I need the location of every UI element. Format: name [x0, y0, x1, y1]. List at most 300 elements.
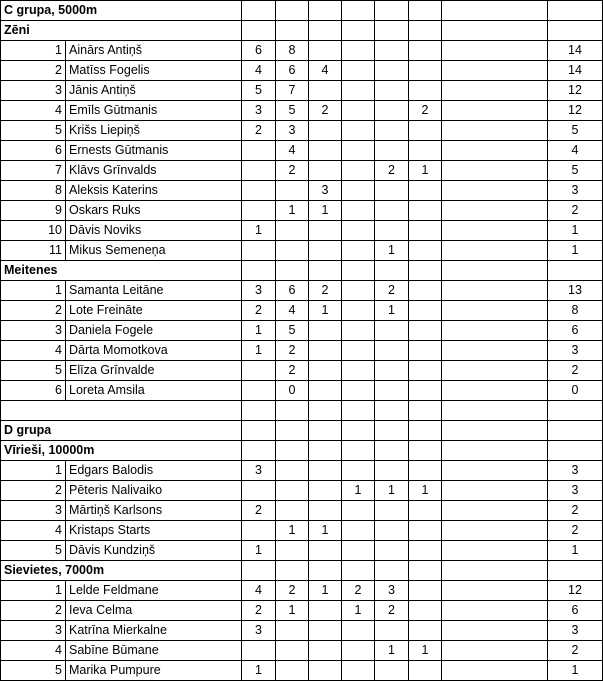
- table-row: [1, 141, 603, 161]
- score-cell: 1: [309, 201, 342, 221]
- athlete-name-cell: Mikus Semeneņa: [66, 241, 242, 261]
- score-cell: [309, 501, 342, 521]
- score-cell: [442, 41, 548, 61]
- score-cell: [342, 641, 375, 661]
- score-cell: [342, 521, 375, 541]
- table-row: [1, 641, 603, 661]
- athlete-name-cell: Pēteris Nalivaiko: [66, 481, 242, 501]
- score-cell: 2: [409, 101, 442, 121]
- score-cell: [442, 61, 548, 81]
- score-cell: [442, 461, 548, 481]
- score-cell: 2: [242, 601, 276, 621]
- score-cell: [442, 241, 548, 261]
- score-cell: [375, 541, 409, 561]
- athlete-name-cell: Lelde Feldmane: [66, 581, 242, 601]
- score-cell: [442, 581, 548, 601]
- score-cell: [375, 121, 409, 141]
- score-cell: [375, 381, 409, 401]
- score-cell: [409, 601, 442, 621]
- total-cell: 13: [548, 281, 603, 301]
- score-cell: [442, 201, 548, 221]
- score-cell: 3: [242, 281, 276, 301]
- score-cell: [409, 301, 442, 321]
- score-cell: 3: [242, 461, 276, 481]
- rank-cell: 1: [1, 41, 66, 61]
- score-cell: 1: [375, 241, 409, 261]
- table-row: [1, 481, 603, 501]
- rank-cell: 3: [1, 621, 66, 641]
- score-cell: 6: [276, 61, 309, 81]
- empty-cell: [442, 421, 548, 441]
- score-cell: 3: [276, 121, 309, 141]
- score-cell: [342, 361, 375, 381]
- score-cell: [309, 541, 342, 561]
- rank-cell: 3: [1, 81, 66, 101]
- score-cell: [442, 141, 548, 161]
- score-cell: [342, 461, 375, 481]
- table-row: [1, 601, 603, 621]
- score-cell: [309, 321, 342, 341]
- section-header-row: [1, 21, 603, 41]
- total-cell: 6: [548, 601, 603, 621]
- empty-cell: [375, 561, 409, 581]
- section-header-row: [1, 421, 603, 441]
- total-cell: 1: [548, 661, 603, 681]
- score-cell: [442, 481, 548, 501]
- score-cell: [342, 241, 375, 261]
- score-cell: [375, 521, 409, 541]
- empty-cell: [242, 401, 276, 421]
- score-cell: 1: [409, 481, 442, 501]
- total-cell: 6: [548, 321, 603, 341]
- athlete-name-cell: Lote Freināte: [66, 301, 242, 321]
- score-cell: [242, 161, 276, 181]
- score-cell: [375, 501, 409, 521]
- results-table-body: [1, 1, 603, 681]
- total-cell: 12: [548, 101, 603, 121]
- score-cell: [342, 301, 375, 321]
- empty-cell: [309, 1, 342, 21]
- rank-cell: 1: [1, 581, 66, 601]
- score-cell: 4: [276, 141, 309, 161]
- rank-cell: 5: [1, 541, 66, 561]
- score-cell: [409, 581, 442, 601]
- empty-cell: [548, 401, 603, 421]
- score-cell: 1: [276, 521, 309, 541]
- score-cell: [342, 321, 375, 341]
- score-cell: [442, 661, 548, 681]
- table-row: [1, 621, 603, 641]
- athlete-name-cell: Marika Pumpure: [66, 661, 242, 681]
- score-cell: 6: [242, 41, 276, 61]
- score-cell: [276, 181, 309, 201]
- rank-cell: 4: [1, 101, 66, 121]
- score-cell: [342, 101, 375, 121]
- score-cell: [242, 241, 276, 261]
- score-cell: [342, 121, 375, 141]
- score-cell: [442, 521, 548, 541]
- score-cell: 1: [242, 321, 276, 341]
- total-cell: 1: [548, 221, 603, 241]
- score-cell: [442, 341, 548, 361]
- total-cell: 5: [548, 121, 603, 141]
- rank-cell: 2: [1, 61, 66, 81]
- score-cell: [409, 121, 442, 141]
- table-row: [1, 501, 603, 521]
- rank-cell: 6: [1, 381, 66, 401]
- score-cell: [409, 361, 442, 381]
- empty-cell: [442, 401, 548, 421]
- table-row: [1, 281, 603, 301]
- athlete-name-cell: Mārtiņš Karlsons: [66, 501, 242, 521]
- empty-cell: [442, 561, 548, 581]
- score-cell: [309, 641, 342, 661]
- score-cell: 2: [342, 581, 375, 601]
- section-header-row: [1, 261, 603, 281]
- score-cell: [409, 201, 442, 221]
- empty-cell: [375, 1, 409, 21]
- score-cell: [342, 61, 375, 81]
- rank-cell: 2: [1, 301, 66, 321]
- score-cell: 1: [375, 481, 409, 501]
- score-cell: 7: [276, 81, 309, 101]
- score-cell: 2: [242, 301, 276, 321]
- score-cell: 2: [375, 161, 409, 181]
- athlete-name-cell: Dārta Momotkova: [66, 341, 242, 361]
- empty-cell: [342, 561, 375, 581]
- score-cell: 5: [276, 101, 309, 121]
- table-row: [1, 61, 603, 81]
- empty-cell: [409, 441, 442, 461]
- score-cell: 2: [276, 341, 309, 361]
- empty-cell: [1, 401, 242, 421]
- score-cell: 1: [276, 201, 309, 221]
- score-cell: [309, 121, 342, 141]
- score-cell: [342, 141, 375, 161]
- score-cell: 2: [309, 281, 342, 301]
- total-cell: 14: [548, 61, 603, 81]
- rank-cell: 5: [1, 121, 66, 141]
- empty-cell: [276, 561, 309, 581]
- score-cell: [409, 621, 442, 641]
- score-cell: [276, 221, 309, 241]
- empty-cell: [342, 401, 375, 421]
- empty-cell: [375, 21, 409, 41]
- score-cell: [276, 241, 309, 261]
- rank-cell: 3: [1, 501, 66, 521]
- score-cell: 1: [375, 641, 409, 661]
- rank-cell: 5: [1, 661, 66, 681]
- rank-cell: 3: [1, 321, 66, 341]
- score-cell: [342, 161, 375, 181]
- score-cell: [375, 181, 409, 201]
- empty-cell: [548, 261, 603, 281]
- score-cell: 1: [342, 481, 375, 501]
- score-cell: 3: [375, 581, 409, 601]
- score-cell: [375, 361, 409, 381]
- athlete-name-cell: Edgars Balodis: [66, 461, 242, 481]
- score-cell: 1: [242, 661, 276, 681]
- score-cell: [342, 541, 375, 561]
- total-cell: 2: [548, 361, 603, 381]
- rank-cell: 1: [1, 461, 66, 481]
- score-cell: [409, 181, 442, 201]
- score-cell: [309, 601, 342, 621]
- score-cell: [409, 461, 442, 481]
- empty-cell: [242, 1, 276, 21]
- rank-cell: 4: [1, 341, 66, 361]
- score-cell: [442, 541, 548, 561]
- table-row: [1, 461, 603, 481]
- table-row: [1, 41, 603, 61]
- score-cell: [442, 161, 548, 181]
- score-cell: [276, 641, 309, 661]
- score-cell: 4: [276, 301, 309, 321]
- section-header: Vīrieši, 10000m: [1, 441, 242, 461]
- score-cell: [309, 341, 342, 361]
- empty-cell: [309, 401, 342, 421]
- score-cell: 1: [409, 161, 442, 181]
- total-cell: 3: [548, 461, 603, 481]
- total-cell: 8: [548, 301, 603, 321]
- score-cell: 2: [276, 161, 309, 181]
- score-cell: 3: [242, 101, 276, 121]
- table-row: [1, 321, 603, 341]
- blank-row: [1, 401, 603, 421]
- score-cell: [442, 621, 548, 641]
- score-cell: 0: [276, 381, 309, 401]
- score-cell: 2: [375, 601, 409, 621]
- score-cell: 1: [309, 581, 342, 601]
- empty-cell: [548, 421, 603, 441]
- score-cell: 8: [276, 41, 309, 61]
- athlete-name-cell: Matīss Fogelis: [66, 61, 242, 81]
- score-cell: [409, 521, 442, 541]
- rank-cell: 10: [1, 221, 66, 241]
- score-cell: [276, 621, 309, 641]
- empty-cell: [309, 441, 342, 461]
- empty-cell: [342, 261, 375, 281]
- empty-cell: [276, 441, 309, 461]
- score-cell: [342, 501, 375, 521]
- athlete-name-cell: Ieva Celma: [66, 601, 242, 621]
- score-cell: [375, 61, 409, 81]
- section-header: Meitenes: [1, 261, 242, 281]
- score-cell: [442, 181, 548, 201]
- score-cell: 1: [242, 221, 276, 241]
- rank-cell: 2: [1, 481, 66, 501]
- athlete-name-cell: Elīza Grīnvalde: [66, 361, 242, 381]
- score-cell: [342, 201, 375, 221]
- athlete-name-cell: Ernests Gūtmanis: [66, 141, 242, 161]
- empty-cell: [548, 561, 603, 581]
- section-header: C grupa, 5000m: [1, 1, 242, 21]
- empty-cell: [442, 261, 548, 281]
- athlete-name-cell: Samanta Leitāne: [66, 281, 242, 301]
- athlete-name-cell: Loreta Amsila: [66, 381, 242, 401]
- empty-cell: [375, 401, 409, 421]
- empty-cell: [442, 441, 548, 461]
- score-cell: [442, 281, 548, 301]
- empty-cell: [409, 261, 442, 281]
- total-cell: 5: [548, 161, 603, 181]
- empty-cell: [442, 1, 548, 21]
- score-cell: [442, 81, 548, 101]
- rank-cell: 5: [1, 361, 66, 381]
- empty-cell: [242, 21, 276, 41]
- score-cell: [342, 281, 375, 301]
- score-cell: [442, 321, 548, 341]
- total-cell: 3: [548, 481, 603, 501]
- section-header: Zēni: [1, 21, 242, 41]
- score-cell: [375, 461, 409, 481]
- section-header: Sievietes, 7000m: [1, 561, 242, 581]
- score-cell: [242, 201, 276, 221]
- score-cell: 4: [242, 61, 276, 81]
- score-cell: 2: [309, 101, 342, 121]
- empty-cell: [309, 561, 342, 581]
- table-row: [1, 81, 603, 101]
- score-cell: [375, 201, 409, 221]
- score-cell: [342, 41, 375, 61]
- empty-cell: [276, 401, 309, 421]
- empty-cell: [342, 21, 375, 41]
- score-cell: [342, 341, 375, 361]
- empty-cell: [548, 441, 603, 461]
- total-cell: 3: [548, 341, 603, 361]
- empty-cell: [409, 561, 442, 581]
- athlete-name-cell: Klāvs Grīnvalds: [66, 161, 242, 181]
- athlete-name-cell: Dāvis Noviks: [66, 221, 242, 241]
- score-cell: 6: [276, 281, 309, 301]
- empty-cell: [409, 421, 442, 441]
- empty-cell: [242, 421, 276, 441]
- score-cell: 1: [242, 541, 276, 561]
- empty-cell: [276, 421, 309, 441]
- score-cell: [309, 241, 342, 261]
- score-cell: [442, 361, 548, 381]
- total-cell: 12: [548, 81, 603, 101]
- empty-cell: [276, 261, 309, 281]
- empty-cell: [242, 261, 276, 281]
- table-row: [1, 101, 603, 121]
- empty-cell: [409, 401, 442, 421]
- score-cell: [309, 621, 342, 641]
- score-cell: [309, 81, 342, 101]
- athlete-name-cell: Aleksis Katerins: [66, 181, 242, 201]
- empty-cell: [242, 561, 276, 581]
- score-cell: [242, 641, 276, 661]
- score-cell: 5: [276, 321, 309, 341]
- score-cell: 2: [375, 281, 409, 301]
- score-cell: [375, 141, 409, 161]
- rank-cell: 4: [1, 641, 66, 661]
- empty-cell: [342, 441, 375, 461]
- score-cell: [375, 321, 409, 341]
- athlete-name-cell: Emīls Gūtmanis: [66, 101, 242, 121]
- score-cell: [276, 501, 309, 521]
- score-cell: [442, 381, 548, 401]
- score-cell: [242, 361, 276, 381]
- table-row: [1, 541, 603, 561]
- empty-cell: [242, 441, 276, 461]
- rank-cell: 4: [1, 521, 66, 541]
- score-cell: [409, 141, 442, 161]
- table-row: [1, 301, 603, 321]
- score-cell: [242, 381, 276, 401]
- score-cell: [442, 641, 548, 661]
- score-cell: 3: [242, 621, 276, 641]
- rank-cell: 1: [1, 281, 66, 301]
- athlete-name-cell: Kristaps Starts: [66, 521, 242, 541]
- table-row: [1, 241, 603, 261]
- score-cell: 1: [309, 521, 342, 541]
- table-row: [1, 181, 603, 201]
- athlete-name-cell: Jānis Antiņš: [66, 81, 242, 101]
- rank-cell: 9: [1, 201, 66, 221]
- athlete-name-cell: Dāvis Kundziņš: [66, 541, 242, 561]
- score-cell: [409, 321, 442, 341]
- score-cell: [442, 101, 548, 121]
- score-cell: 1: [276, 601, 309, 621]
- empty-cell: [309, 261, 342, 281]
- empty-cell: [548, 21, 603, 41]
- score-cell: 4: [242, 581, 276, 601]
- score-cell: 5: [242, 81, 276, 101]
- score-cell: [409, 61, 442, 81]
- table-row: [1, 661, 603, 681]
- score-cell: 1: [242, 341, 276, 361]
- empty-cell: [276, 21, 309, 41]
- section-header-row: [1, 441, 603, 461]
- score-cell: [242, 481, 276, 501]
- athlete-name-cell: Krišs Liepiņš: [66, 121, 242, 141]
- table-row: [1, 361, 603, 381]
- table-row: [1, 381, 603, 401]
- total-cell: 1: [548, 241, 603, 261]
- rank-cell: 11: [1, 241, 66, 261]
- table-row: [1, 161, 603, 181]
- rank-cell: 8: [1, 181, 66, 201]
- score-cell: [309, 461, 342, 481]
- rank-cell: 2: [1, 601, 66, 621]
- athlete-name-cell: Katrīna Mierkalne: [66, 621, 242, 641]
- score-cell: 1: [409, 641, 442, 661]
- score-cell: [375, 101, 409, 121]
- total-cell: 4: [548, 141, 603, 161]
- total-cell: 2: [548, 641, 603, 661]
- table-row: [1, 341, 603, 361]
- section-header-row: [1, 561, 603, 581]
- total-cell: 2: [548, 201, 603, 221]
- rank-cell: 7: [1, 161, 66, 181]
- empty-cell: [375, 441, 409, 461]
- score-cell: [342, 181, 375, 201]
- table-row: [1, 121, 603, 141]
- score-cell: [276, 661, 309, 681]
- score-cell: [242, 521, 276, 541]
- score-cell: [409, 381, 442, 401]
- score-cell: [309, 41, 342, 61]
- score-cell: 4: [309, 61, 342, 81]
- athlete-name-cell: Oskars Ruks: [66, 201, 242, 221]
- score-cell: [309, 161, 342, 181]
- score-cell: 2: [276, 361, 309, 381]
- empty-cell: [409, 1, 442, 21]
- table-row: [1, 221, 603, 241]
- total-cell: 3: [548, 181, 603, 201]
- empty-cell: [342, 1, 375, 21]
